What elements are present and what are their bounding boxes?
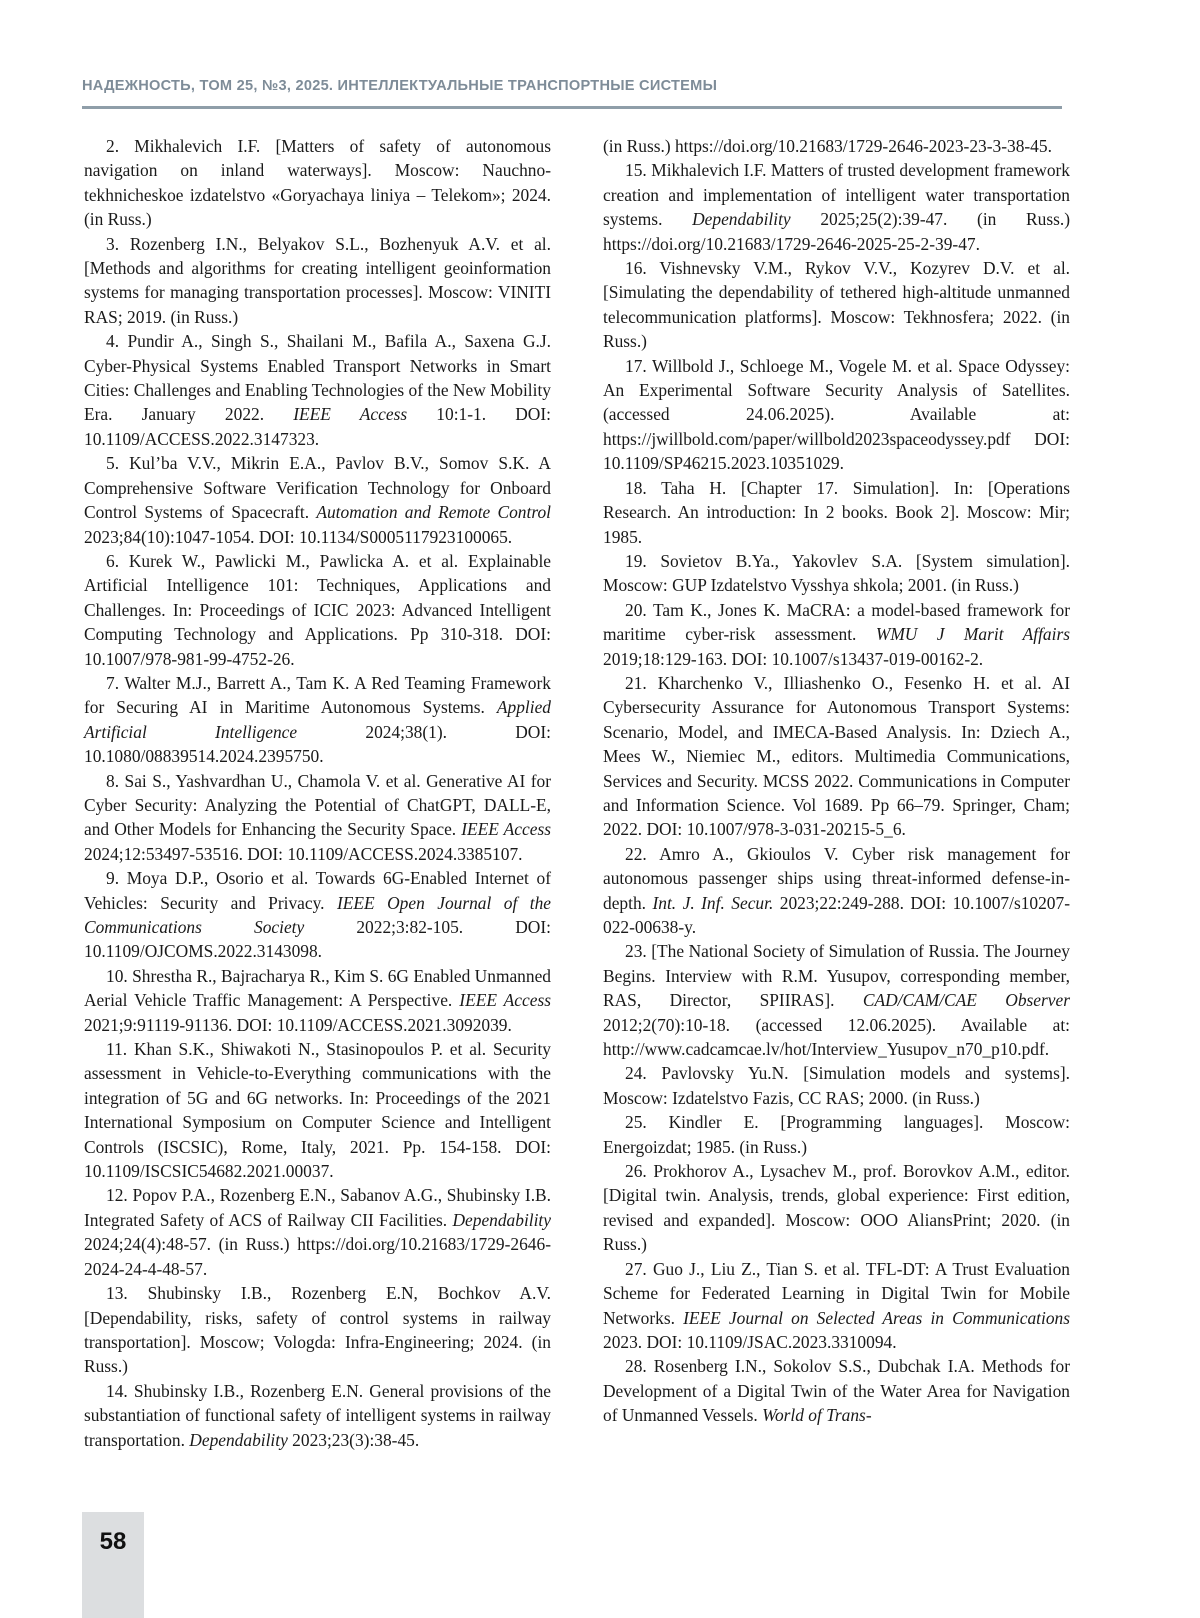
reference-item: 10. Shrestha R., Bajracharya R., Kim S. 6G Enabled Unmanned Aerial Vehicle Traffic Management: A Perspective. IEEE Access 2021;9:91119-91136. DOI: 10.1109/ACCESS.2021.3092039. (84, 964, 551, 1037)
reference-item: 6. Kurek W., Pawlicki M., Pawlicka A. et al. Explainable Artificial Intelligence 101: Techniques, Applications and Challenges. In: Proceedings of ICIC 2023: Advanced Intelligent Computing Technology and Applications. Pp 310-318. DOI: 10.1007/978-981-99-4752-26. (84, 549, 551, 671)
reference-item: 22. Amro A., Gkioulos V. Cyber risk management for autonomous passenger ships using threat-informed defense-in-depth. Int. J. Inf. Secur. 2023;22:249-288. DOI: 10.1007/s10207-022-00638-y. (603, 842, 1070, 940)
reference-item: 26. Prokhorov A., Lysachev M., prof. Borovkov A.M., editor. [Digital twin. Analysis, trends, global experience: First edition, revised and expanded]. Moscow: OOO AliansPrint; 2020. (in Russ.) (603, 1159, 1070, 1257)
reference-item: 27. Guo J., Liu Z., Tian S. et al. TFL-DT: A Trust Evaluation Scheme for Federated Learning in Digital Twin for Mobile Networks. IEEE Journal on Selected Areas in Communications 2023. DOI: 10.1109/JSAC.2023.3310094. (603, 1257, 1070, 1355)
reference-item: 24. Pavlovsky Yu.N. [Simulation models and systems]. Moscow: Izdatelstvo Fazis, CC RAS; 2000. (in Russ.) (603, 1061, 1070, 1110)
reference-item: 19. Sovietov B.Ya., Yakovlev S.A. [System simulation]. Moscow: GUP Izdatelstvo Vysshya shkola; 2001. (in Russ.) (603, 549, 1070, 598)
reference-item: 3. Rozenberg I.N., Belyakov S.L., Bozhenyuk A.V. et al. [Methods and algorithms for creating intelligent geoinformation systems for managing transportation processes]. Moscow: VINITI RAS; 2019. (in Russ.) (84, 232, 551, 330)
references-column-left (84, 134, 551, 1452)
reference-item: 18. Taha H. [Chapter 17. Simulation]. In: [Operations Research. An introduction: In 2 books. Book 2]. Moscow: Mir; 1985. (603, 476, 1070, 549)
reference-continuation: (in Russ.) https://doi.org/10.21683/1729-2646-2023-23-3-38-45. (603, 134, 1070, 158)
reference-item: 14. Shubinsky I.B., Rozenberg E.N. General provisions of the substantiation of functional safety of intelligent systems in railway transportation. Dependability 2023;23(3):38-45. (84, 1379, 551, 1452)
reference-item: 13. Shubinsky I.B., Rozenberg E.N, Bochkov A.V. [Dependability, risks, safety of control systems in railway transportation]. Moscow; Vologda: Infra-Engineering; 2024. (in Russ.) (84, 1281, 551, 1379)
reference-item: 12. Popov P.A., Rozenberg E.N., Sabanov A.G., Shubinsky I.B. Integrated Safety of ACS of Railway CII Facilities. Dependability 2024;24(4):48-57. (in Russ.) https://doi.org/10.21683/1729-2646-2024-24-4-48-57. (84, 1183, 551, 1281)
reference-item: 15. Mikhalevich I.F. Matters of trusted development framework creation and implementation of intelligent water transportation systems. Dependability 2025;25(2):39-47. (in Russ.) https://doi.org/10.21683/1729-2646-2025-25-2-39-47. (603, 158, 1070, 256)
reference-item: 17. Willbold J., Schloege M., Vogele M. et al. Space Odyssey: An Experimental Software Security Analysis of Satellites. (accessed 24.06.2025). Available at: https://jwillbold.com/paper/willbold2023spaceodyssey.pdf DOI: 10.1109/SP46215.2023.10351029. (603, 354, 1070, 476)
reference-item: 25. Kindler E. [Programming languages]. Moscow: Energoizdat; 1985. (in Russ.) (603, 1110, 1070, 1159)
reference-item: 16. Vishnevsky V.M., Rykov V.V., Kozyrev D.V. et al. [Simulating the dependability of tethered high-altitude unmanned telecommunication platforms]. Moscow: Tekhnosfera; 2022. (in Russ.) (603, 256, 1070, 354)
reference-item: 21. Kharchenko V., Illiashenko O., Fesenko H. et al. AI Cybersecurity Assurance for Autonomous Transport Systems: Scenario, Model, and IMECA-Based Analysis. In: Dziech A., Mees W., Niemiec M., editors. Multimedia Communications, Services and Security. MCSS 2022. Communications in Computer and Information Science. Vol 1689. Pp 66–79. Springer, Cham; 2022. DOI: 10.1007/978-3-031-20215-5_6. (603, 671, 1070, 842)
reference-item: 20. Tam K., Jones K. MaCRA: a model-based framework for maritime cyber-risk assessment. WMU J Marit Affairs 2019;18:129-163. DOI: 10.1007/s13437-019-00162-2. (603, 598, 1070, 671)
reference-item: 9. Moya D.P., Osorio et al. Towards 6G-Enabled Internet of Vehicles: Security and Privacy. IEEE Open Journal of the Communications Society 2022;3:82-105. DOI: 10.1109/OJCOMS.2022.3143098. (84, 866, 551, 964)
reference-item: 11. Khan S.K., Shiwakoti N., Stasinopoulos P. et al. Security assessment in Vehicle-to-Everything communications with the integration of 5G and 6G networks. In: Proceedings of the 2021 International Symposium on Computer Science and Intelligent Controls (ISCSIC), Rome, Italy, 2021. Pp. 154-158. DOI: 10.1109/ISCSIC54682.2021.00037. (84, 1037, 551, 1183)
reference-item: 28. Rosenberg I.N., Sokolov S.S., Dubchak I.A. Methods for Development of a Digital Twin of the Water Area for Navigation of Unmanned Vessels. World of Trans- (603, 1354, 1070, 1427)
header-divider (82, 106, 1062, 109)
reference-item: 4. Pundir A., Singh S., Shailani M., Bafila A., Saxena G.J. Cyber-Physical Systems Enabled Transport Networks in Smart Cities: Challenges and Enabling Technologies of the New Mobility Era. January 2022. IEEE Access 10:1-1. DOI: 10.1109/ACCESS.2022.3147323. (84, 329, 551, 451)
reference-item: 7. Walter M.J., Barrett A., Tam K. A Red Teaming Framework for Securing AI in Maritime Autonomous Systems. Applied Artificial Intelligence 2024;38(1). DOI: 10.1080/08839514.2024.2395750. (84, 671, 551, 769)
running-header: НАДЕЖНОСТЬ, ТОМ 25, №3, 2025. ИНТЕЛЛЕКТУАЛЬНЫЕ ТРАНСПОРТНЫЕ СИСТЕМЫ (82, 78, 1062, 102)
reference-item: 5. Kul’ba V.V., Mikrin E.A., Pavlov B.V., Somov S.K. A Comprehensive Software Verification Technology for Onboard Control Systems of Spacecraft. Automation and Remote Control 2023;84(10):1047-1054. DOI: 10.1134/S0005117923100065. (84, 451, 551, 549)
references-column-right (603, 134, 1070, 1428)
reference-item: 23. [The National Society of Simulation of Russia. The Journey Begins. Interview with R.M. Yusupov, corresponding member, RAS, Director, SPIIRAS]. CAD/CAM/CAE Observer 2012;2(70):10-18. (accessed 12.06.2025). Available at: http://www.cadcamcae.lv/hot/Interview_Yusupov_n70_p10.pdf. (603, 939, 1070, 1061)
reference-item: 8. Sai S., Yashvardhan U., Chamola V. et al. Generative AI for Cyber Security: Analyzing the Potential of ChatGPT, DALL-E, and Other Models for Enhancing the Security Space. IEEE Access 2024;12:53497-53516. DOI: 10.1109/ACCESS.2024.3385107. (84, 769, 551, 867)
reference-item: 2. Mikhalevich I.F. [Matters of safety of autonomous navigation on inland waterways]. Moscow: Nauchno-tekhnicheskoe izdatelstvo «Goryachaya liniya – Telekom»; 2024. (in Russ.) (84, 134, 551, 232)
page-number: 58 (82, 1528, 144, 1556)
